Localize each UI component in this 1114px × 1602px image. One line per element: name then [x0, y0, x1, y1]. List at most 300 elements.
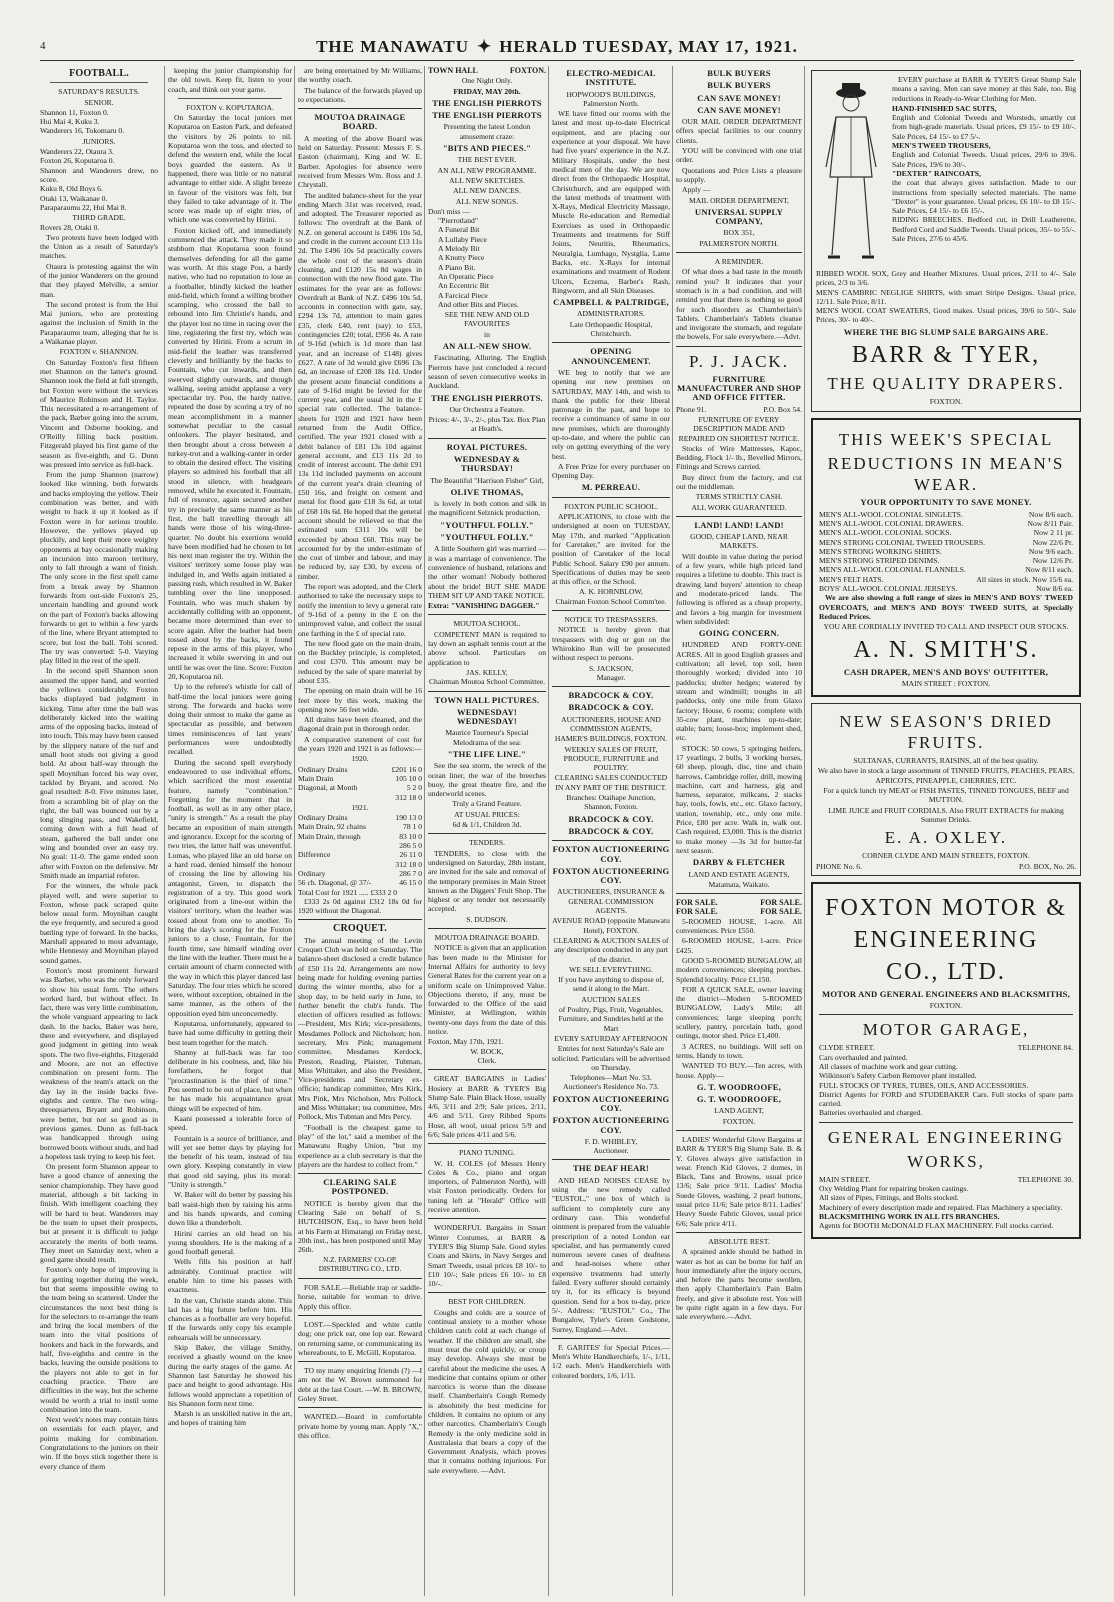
ad-line: in	[484, 329, 490, 339]
column-1	[40, 66, 161, 1596]
ad-signature: A. K. HORNBLOW,	[579, 587, 643, 597]
cost-row: 312 18 0	[395, 859, 422, 869]
divider	[428, 1292, 546, 1293]
divider	[298, 919, 422, 920]
ad-heading: NOTICE TO TRESPASSERS.	[564, 615, 658, 625]
ad-heading: FOXTON AUCTIONEERING COY.	[552, 1115, 670, 1135]
article-heading: MOUTOA DRAINAGE BOARD.	[314, 112, 406, 132]
ad-text: F. GARITES' for Special Prices.—Men's White Handkerchiefs, 1/-, 1/11, 1/2 each. Men's Handkerchiefs with coloured borders, 1/6, 1/11.	[552, 1342, 670, 1380]
ad-signature: S. DUDSON.	[466, 914, 508, 924]
article-paragraph: The audited balance-sheet for the year ending March 31st was received, read, and adopted. The Treasurer reported as follows: The overdraft at the Bank of N.Z. on general account is £496 10s 5d, and credit in the current account £13 11s 2d. The £496 10s 5d practically covers the whole cost of the season's drain cleaning, and £120 15s 8d wages in connection with the new flood gate. The estimates for the year are as follows: Overdraft at Bank of N.Z. £496 10s 5d, accounts in connection with gate, say, £294 13s 7d, attention to main gates £35, clerk £40, rent (say) to £53, contingencies £20; total, £956 4s. A rate of 9-16d (which is 1d more than last year, and an increase of £148) gives £627. A rate of 3d would give £696 13s 6d, an increase of £208 18s 11d. Under the present acute financial conditions a rate of 9-16d might be levied for the current year, and the usual 3d in the £ special rate collected. The balance-sheets for 1920 and 1921 have been returned from the Audit Office, certified. The year 1921 closed with a debit balance of £81 13s 10d against general account, and £13 11s 2d to credit of interest account. The debit £91 13s 11d included payments on account of the current year's drain cleaning of £50 16s, and freight on cement and metal for flood gate £18 3s 6d, at total of £68 10s 6d. He hoped that the general account should be relieved so that the estimated sum £311 10s will be exceeded by about £60. This may be accounted for by the under-estimate of the cost of timber and labour, and may be reduced by, say £30, by excess of timber.	[298, 190, 422, 581]
total-line: Total Cost for 1921 ..... £333 2 0	[298, 887, 398, 897]
ad-heading: "THE LIFE LINE."	[447, 749, 527, 759]
cost-row: Main Drain 105 10 0	[298, 773, 422, 783]
ad-heading: FURNITURE MANUFACTURER AND SHOP AND OFFICE FITTER.	[677, 373, 801, 403]
ad-brand: GENERAL ENGINEERING	[827, 1127, 1065, 1147]
ad-line: Wilkinson's Safety Carbon Remover plant installed.	[819, 1071, 977, 1081]
divider	[50, 82, 148, 83]
ad-signature: Auctioneer.	[593, 1146, 629, 1156]
price-row: MEN'S ALL-WOOL COLONIAL DRAWERS. Now 8/11 Pair.	[819, 518, 1073, 528]
ad-text: WE have fitted our rooms with the latest and most up-to-date Electrical equipment, and are placing our experience at your disposal. We have had five years' experience in the N.Z. Military Hospitals, under the best medical men of the day. We are now direct from the Orthopaedic Hospital, Christchurch, and are equipped with the latest methods of treatment with X-Rays, Medical Electricity Massage, Muscle Re-education and Remedial Exercises as used in Orthopaedic Treatments and treatments for Stiff Joints, Neuritis, Rheumatics, Neuralgia, Lumbago, Nystglia, Lame Backs, etc. X-Rays for internal examinations and treatment of Rodent Ulcers, Eczema, Barber's Rash, Ringworm, and all Skin Diseases.	[552, 109, 670, 295]
article-paragraph: On Saturday Foxton's first fifteen met Shannon on the latter's ground. Shannon took the field at full strength, but Foxton were without the services of Maurice Robinson and H. Taylor. This necessitated a re-arrangement of the pack, Barber going into the scrum, Vincent and Osborne hooking, and O'Reilly filling back position. Fitzgerald played his first game of the season as five-eighth, and G. Dunn was pressed into service as full-back.	[40, 357, 158, 469]
cost-row: Diagonal, at Month 5 2 0	[298, 783, 422, 793]
ad-line: Our Orchestra a Feature.	[449, 404, 525, 414]
ad-signature: Late Orthopaedic Hospital, Christchurch.	[569, 319, 653, 339]
ad-line: If you have anything to dispose of, send it along to the Mart.	[558, 975, 664, 994]
ad-line: District Agents for FORD and STUDEBAKER Cars. Full stocks of spare parts carried.	[819, 1089, 1073, 1109]
for-sale-row: FOR SALE. FOR SALE.	[676, 898, 802, 908]
ad-heading: G. T. WOODROOFE,	[696, 1094, 782, 1105]
ad-heading: P. J. JACK.	[689, 351, 789, 371]
ad-line: BLACKSMITHING WORK IN ALL ITS BRANCHES.	[819, 1211, 1000, 1221]
ad-text: LADIES' Wonderful Glove Bargains at BARR & TYER'S Big Slump Sale. B. & Y. Gloves always give satisfaction in wear. French Kid Gloves, 2 domes, in Black, Tans and Browns, usual price 13/6; Sale price 9/11. Ladies' Mocha Suede Gloves, washing, 2 pearl buttons, usual price 11/6; Sale price 8/11. Ladies' Heavy Suede Fabric Gloves, usual price 6/6; Sale price 4/11.	[676, 1134, 802, 1228]
ad-text: MEN'S CAMBRIC NEGLIGE SHIRTS, with smart Stripe Designs. Usual price, 12/11. Sale Price, 8/11.	[816, 287, 1076, 306]
contact-row: MAIN STREET. TELEPHONE 30.	[819, 1174, 1073, 1184]
article-paragraph: Two protests have been lodged with the Union as a result of Saturday's matches.	[40, 232, 158, 261]
foxton-motor-ad	[811, 882, 1081, 1239]
ad-line: HAMER'S BUILDINGS, FOXTON.	[554, 734, 668, 744]
article-paragraph: £333 2s 0d against £312 18s 0d for 1920 without the Diagonal.	[298, 896, 422, 916]
cost-row: Main Drain, 92 chains 78 1 0	[298, 822, 422, 832]
cost-row: Ordinary Drains 190 13 0	[298, 813, 422, 823]
ad-heading: MOTOR AND GENERAL ENGINEERS AND BLACKSMITHS,	[822, 988, 1070, 999]
listing: 6-ROOMED HOUSE, 1-acre. Price £425.	[676, 936, 802, 955]
article-paragraph: On present form Shannon appear to have a good chance of annexing the senior championship. They have good material, although a bit lacking in finish. With intelligent coaching they will be hard to beat. Wanderers may be the team to upset their prospects, but at present it is difficult to judge accurately the merits of both teams. They meet on Saturday next, when a good game should result.	[40, 1162, 158, 1265]
ad-brand: E. A. OXLEY.	[884, 828, 1008, 848]
ad-line: FOXTON.	[929, 397, 963, 407]
ad-line: FOXTON.	[722, 1116, 756, 1126]
contact-row: PHONE No. 6. P.O. BOX, No. 26.	[816, 861, 1076, 871]
ad-line: Branches: Otaihape Junction, Shannon, Foxton.	[566, 793, 656, 812]
ad-line: All classes of machine work and gear cutting.	[819, 1061, 958, 1071]
column-2	[164, 66, 295, 1596]
divider	[676, 1232, 802, 1233]
program-item: An Operatic Piece	[438, 271, 494, 281]
divider	[819, 1122, 1073, 1123]
ad-brand: A. N. SMITH'S.	[853, 636, 1039, 663]
divider	[676, 893, 802, 894]
result-line: Otaki 13, Waikanae 0.	[40, 193, 108, 203]
cost-row: Ordinary Drains £201 16 0	[298, 764, 422, 774]
article-paragraph: Next week's notes may contain hints on essentials for each player, and points making for combination. Congratulations to the juniors on their win. If the boys stick together there is every chance of them	[40, 1415, 158, 1471]
ad-heading: BRADCOCK & COY.	[568, 813, 654, 824]
article-paragraph: keeping the junior championship for the old town. Keep fit, listen to your coach, and think out your game.	[168, 66, 292, 94]
listing: 3 ACRES, no buildings. Will sell on terms. Handy to town.	[676, 1041, 802, 1060]
ad-text: MEN'S WOOL COAT SWEATERS, Good makes. Usual prices, 39/6 to 50/-. Sale Prices, 30/- to 40/-.	[816, 306, 1076, 325]
oxley-ad	[811, 703, 1081, 876]
ad-text: EVERY purchase at BARR & TYER'S Great Slump Sale means a saving. Men can save money at this Sale, too. Big reductions in Ready-to-Wear Clothing for Men.	[892, 75, 1076, 103]
ad-line: AT USUAL PRICES:	[454, 809, 520, 819]
divider	[298, 1315, 422, 1316]
program-item: And other Bits and Pieces.	[438, 299, 519, 309]
ad-heading: BULK BUYERS	[707, 68, 771, 78]
classified-ad: FOR SALE.—Reliable trap or saddle-horse, suitable for woman to drive. Apply this office.	[298, 1283, 422, 1311]
ad-text: COMPETENT MAN is required to lay down an asphalt tennis court at the above school. Particulars on application to	[428, 629, 546, 667]
ad-line: LIME JUICE and FRUIT CORDIALS. Also FRUIT EXTRACTS for making Summer Drinks.	[828, 805, 1064, 824]
ad-text: HUNDRED AND FORTY-ONE ACRES. All in good English grasses and cultivation; all level, top soil, been thoroughly worked; divided into 10 paddocks; shelter hedges; watered by stream and windmill; troughs in all paddocks, only one mile from Glaxo factory; House, 6 rooms; complete with 35-cow plant, machines up-to-date; stable; barn; loose-box; implement shed, etc.	[676, 640, 802, 743]
price-row: MEN'S STRONG WORKING SHIRTS. Now 9/6 each.	[819, 546, 1073, 556]
article-paragraph: The report was adopted, and the Clerk authorised to take the necessary steps to notify the intention to levy a general rate of 9-16d of a penny in the £ on the unimproved value, and collect the usual one farthing in the £ of special rate.	[298, 582, 422, 638]
ad-brand: MOTOR GARAGE,	[862, 1020, 1030, 1040]
result-line: Paraparaumu 22, Hui Mai 8.	[40, 202, 127, 212]
ad-text: Quotations and Price Lists a pleasure to supply.	[676, 165, 802, 184]
article-heading: CROQUET.	[333, 923, 387, 935]
ad-text: AND HEAD NOISES CEASE by using the new remedy called "EUSTOL," one box of which is sufficient to completely cure any ordinary case. This wonderful ointment is prepared from the valuable prescription of a noted London ear specialist, and has permanently cured numerous severe cases of deafness and head-noises where other expensive treatments had utterly failed. Every sufferer should certainly try it, for its efficacy is beyond question. Send for a box to-day, price 5/-. Address: "EUSTOL" Co., The Bungalow, Tyler's Green Godstone, Surrey, England.—Advt.	[552, 1175, 670, 1334]
ad-line: FRIDAY, MAY 20th.	[453, 86, 521, 96]
ad-line: WEEKLY SALES OF FRUIT, PRODUCE, FURNITURE and POULTRY.	[563, 744, 659, 773]
subheading: SATURDAY'S RESULTS.	[58, 87, 140, 97]
ad-heading: BRADCOCK & COY.	[568, 702, 654, 713]
ad-text: Apply —	[682, 185, 711, 195]
ad-line: YOU ARE CORDIALLY INVITED TO CALL AND INSPECT OUR STOCKS.	[823, 622, 1069, 632]
ad-line: of Poultry, Pigs, Fruit, Vegetables, Furniture, and Sundries held at the Mart	[558, 1005, 664, 1033]
ad-line: CORNER CLYDE AND MAIN STREETS, FOXTON.	[862, 851, 1030, 861]
ad-line: SEE THE NEW AND OLD FAVOURITES	[444, 310, 530, 329]
ad-heading: GOING CONCERN.	[698, 628, 780, 639]
barr-tyer-ad	[811, 70, 1081, 412]
listing: WANTED TO BUY.—Ten acres, with house. Apply—	[676, 1061, 802, 1080]
ad-heading: FOXTON AUCTIONEERING COY.	[552, 844, 670, 864]
ad-heading: "BITS AND PIECES."	[442, 143, 532, 154]
listing: FOR A QUICK SALE, owner leaving the district—Modern 5-ROOMED BUNGALOW, Lady's Mile; all conveniences; large sleeping porch; scullery, pantry, porcelain bath, good outings, motor shed. Price £1,400.	[676, 984, 802, 1041]
masthead	[40, 34, 1074, 61]
result-line: Hui Mai 4, Kuku 3.	[40, 117, 100, 127]
article-paragraph: Skip Baker, the village Smithy, received a ghastly wound on the knee during the early stages of the game. At Shannon last Saturday he showed his pace and height to good advantage. His fellows would appreciate a repetition of his Shannon form next time.	[168, 1343, 292, 1408]
ad-line: ALL WORK GUARANTEED.	[691, 502, 787, 512]
ad-brand: NEW SEASON'S DRIED FRUITS.	[839, 712, 1053, 753]
column-5	[548, 66, 673, 1596]
program-item: "Pierrotland"	[438, 216, 478, 226]
ad-text: WE beg to notify that we are opening our new premises on SATURDAY, MAY 14th, and wish to thank the public for their liberal patronage in the past, and hope to receive a continuance of same in our new premises, which are thoroughly up-to-date, and where the public can rely on getting everything of the very best.	[552, 367, 670, 461]
ad-signature: JAS. KELLY,	[466, 667, 508, 677]
article-paragraph: From the jump Shannon (narrow) looked like winning, both forwards and backs employing the yellow. Their combination was better, and with weight to back it up it looked as if Foxton were in for serious trouble. However, the yellows played up pluckily, and kept their more weighty opponents at bay occasionally making an incursion into maroon territory, only to fall through a want of finish. The only score in the first spell came from a break away by Shannon forwards from out-side Foxton's 25, uncertain handling and ground work on the part of Foxton's backs allowing forwards to get to within a few yards of the line, where Bryant attempted to score, but lost the ball. Tobi scored. The try was converted: 5-0. Varying play filled in the rest of the spell.	[40, 470, 158, 666]
ad-line: THE BEST EVER.	[457, 155, 517, 165]
ad-line: 6d & 1/1, Children 3d.	[452, 820, 522, 830]
ad-heading: "DEXTER" RAINCOATS,	[892, 168, 981, 178]
cost-row: 56 ch. Diagonal, @ 37/- 46 15 0	[298, 878, 422, 888]
subheading: FOXTON v. KOPUTAROA.	[186, 102, 274, 112]
article-paragraph: Foxton's only hope of improving is for getting together during the week, but that seems impossible owing to the team being so scattered. Under the circumstances the next best thing is for the selectors to re-arrange the team and bring the local members of the team into the vital positions of hookers and back in the forwards, and half, five-eighths and centre in the backs, leaving the outside positions to the players not able to get in for coaching practice. There are difficulties in the way, but the scheme would be worth a trial to instil some combination into the team.	[40, 1265, 158, 1414]
ad-line: Extra: "VANISHING DAGGER."	[428, 601, 540, 611]
article-paragraph: In the second spell Shannon soon assumed the upper hand, and worried the yellows considerably. Foxton backs displayed bad judgment in kicking. Time after time the ball was deliberately kicked into the waiting arms of the opposing backs, instead of into touch. This may have been caused by the slippery nature of the turf and small boot studs not giving a good hold. At about half-way through the spell Moynihan forced his way over, tackled by Bryant, and scored. No goal resulted: 8-0. Five minutes later, from a scrambling bit of play on the right, the ball was bounced out by a long slinging pass, and Wakefield, coming down with a full head of steam, gathered the ball under one wing and bounded over an easy try. No goal: 11-0. The game ended soon after with Foxton on the defensive. Mr Smith made an impartial referee.	[40, 666, 158, 880]
ad-heading: THE ENGLISH PIERROTS	[432, 97, 542, 108]
divider	[552, 1159, 670, 1160]
program-item: An Eccentric Bit	[438, 281, 490, 291]
contact-row: CLYDE STREET. TELEPHONE 84.	[819, 1043, 1073, 1053]
ad-line: Presenting the latest London amusement craze:	[443, 122, 531, 141]
ad-signature: Chairman Moutoa School Committee.	[428, 677, 545, 687]
cost-row: Ordinary 286 7 0	[298, 868, 422, 878]
ad-signature: S. JACKSON,	[588, 663, 634, 673]
article-paragraph: The balance of the forwards played up to expectations.	[298, 85, 422, 104]
ad-text: Stocks of Wire Mattresses, Kapoc, Bedding, Flock 1/- lb., Bevelled Mirrors, Fittings and Screws carried.	[676, 443, 802, 472]
ad-brand: WORKS,	[907, 1151, 985, 1171]
article-paragraph: A meeting of the above Board was held on Saturday. Present: Messrs F. S. Easton (chairman), King and W. E. Barber. Apologies for absence were received from Messrs Wm. Ross and J. Chrystall.	[298, 133, 422, 190]
divider	[676, 252, 802, 253]
ad-text: WONDERFUL Bargains in Smart Winter Costumes, at BARR & TYER'S Big Slump Sale. Good styles Coats and Skirts, in Navy Serges and Smart Tweeds, usual prices £8 10/- to £10 10/-; Sale prices £6 10/- to £8 10/-.	[428, 1223, 546, 1289]
ad-line: One Night Only.	[461, 76, 513, 86]
divider	[428, 438, 546, 439]
ad-heading: ABSOLUTE REST.	[708, 1236, 770, 1246]
ad-heading: AN ALL-NEW SHOW.	[442, 341, 532, 352]
ad-line: AUCTIONEERS, HOUSE AND COMMISSION AGENTS,	[561, 714, 661, 733]
ad-line: Agents for BOOTH McDONALD FLAX MACHINERY. Full stocks carried.	[819, 1221, 1054, 1231]
article-paragraph: W. Baker will do better by passing his ball waist-high then by raising his arms and his hands upwards, and coming down like a thunderbolt.	[168, 1190, 292, 1228]
column-7	[804, 66, 1081, 1596]
masthead-ornament: ✦	[476, 37, 492, 57]
ad-signature: N.Z. FARMERS' CO-OP. DISTRIBUTING CO., LTD.	[318, 1255, 402, 1273]
ad-heading: TOWN HALL PICTURES.	[434, 694, 540, 705]
divider	[428, 1069, 546, 1070]
article-paragraph: The new flood gate on the main drain, on the Buckley principle, is completed, and cost £370. This amount may be reduced by the sale of spare material by about £35.	[298, 638, 422, 685]
ad-text: Buy direct from the factory, and cut out the middleman.	[676, 472, 802, 491]
ad-signature: F. D. WHIBLEY,	[584, 1136, 638, 1146]
divider	[676, 1130, 802, 1131]
divider	[552, 686, 670, 687]
ad-line: GOOD, CHEAP LAND, NEAR MARKETS.	[690, 532, 788, 551]
ad-brand: BARR & TYER,	[851, 342, 1041, 369]
result-line: Foxton 26, Koputaroa 0.	[40, 156, 115, 166]
ad-signature: CAMPBELL & PALTRIDGE,	[553, 297, 669, 308]
ad-line: AUCTIONEERS, INSURANCE & GENERAL COMMISSION AGENTS.	[557, 887, 665, 916]
result-line: Wanderers 16, Tokomaru 0.	[40, 126, 125, 136]
ad-line: Oxy Welding Plant for repairing broken castings.	[819, 1184, 969, 1194]
article-paragraph: are being entertained by Mr Williams, the worthy coach.	[298, 66, 422, 85]
ad-line: FOXTON.	[929, 1001, 963, 1011]
column-4	[424, 66, 549, 1596]
result-line: Rovers 28, Otaki 0.	[40, 223, 100, 233]
ad-line: MAIL ORDER DEPARTMENT,	[689, 195, 789, 205]
ad-heading: "YOUTHFUL FOLLY."	[440, 519, 534, 530]
price-row: MEN'S ALL-WOOL COLONIAL SOCKS. Now 2 11 pr.	[819, 528, 1073, 538]
ad-heading: CAN SAVE MONEY!	[697, 92, 781, 103]
result-line: Shannon 11, Foxton 0.	[40, 107, 109, 117]
ad-text: We are also showing a full range of sizes in MEN'S AND BOYS' TWEED OVERCOATS, and MEN'S AND BOYS' TWEED SUITS, at Specially Reduced Prices.	[819, 593, 1073, 621]
table-year: 1920.	[351, 754, 369, 764]
ad-heading: TENDERS.	[468, 838, 506, 848]
ad-heading: BEST FOR CHILDREN.	[448, 1297, 526, 1307]
program-item: A Lullaby Piece	[438, 234, 487, 244]
ad-line: SULTANAS, CURRANTS, RAISINS, all of the best quality.	[853, 756, 1039, 766]
ad-heading: BULK BUYERS	[707, 80, 771, 91]
ad-line: CLEARING SALES CONDUCTED IN ANY PART OF THE DISTRICT.	[554, 773, 668, 792]
ad-heading: FOXTON AUCTIONEERING COY.	[552, 1093, 670, 1113]
program-item: A Knutty Piece	[438, 253, 485, 263]
program-item: A Melody Bit	[438, 244, 480, 254]
ad-line: LAND AND ESTATE AGENTS,	[688, 869, 790, 879]
divider	[428, 614, 546, 615]
divider	[676, 516, 802, 517]
grade-label: SENIOR.	[84, 97, 114, 107]
ad-heading: A REMINDER.	[714, 257, 764, 267]
ad-heading: WEDNESDAY! WEDNESDAY!	[457, 706, 517, 727]
ad-heading: MOUTOA DRAINAGE BOARD.	[434, 933, 540, 943]
listing: 5-ROOMED HOUSE, 1-acre. All conveniences. Price £550.	[676, 916, 802, 936]
ad-brand: FOXTON MOTOR &	[825, 894, 1067, 921]
ad-line: Telephones—Mart No. 53. Auctioneer's Residence No. 73.	[563, 1073, 659, 1092]
subheading: FOXTON v. SHANNON.	[59, 347, 139, 357]
result-line: Shannon and Wanderers drew, no score.	[40, 165, 158, 184]
article-paragraph: Hirini carries an old head on his young shoulders. He is the making of a good football general.	[168, 1228, 292, 1257]
price-row: MEN'S STRONG STRIPED DENIMS. Now 12/6 Pr.	[819, 556, 1073, 566]
ad-heading: YOUR OPPORTUNITY TO SAVE MONEY.	[860, 497, 1032, 508]
ad-text: NOTICE is hereby given that the Clearing Sale on behalf of S. HUTCHISON, Esq., to have been held at his Farm at Himatangi on Friday next, 20th inst., has been postponed until May 26th.	[298, 1198, 422, 1255]
ad-line: BOX 351,	[723, 228, 755, 238]
article-paragraph: The annual meeting of the Levin Croquet Club was held on Saturday. The balance-sheet disclosed a credit balance of £50 11s 2d. Arrangements are now being made for holding evening parties during the winter months, also for a shop day, to be held early in June, to further benefit the club's funds. The election of officers resulted as follows:—President, Mrs Kirk; vice-presidents, Mesdames Pollock and Nicholson; hon. secretary, Mrs Pink; management committee, Mesdames Kerdock, Preston, Reading, Plaister, Tubman, Miss Whittaker, and also the President, Vice-presidents and Secretary ex-officio; handicap committee, Mrs Kirk, Mrs Pink, Mrs Nicholson, Mrs Pollock and Miss Whittaker; tea committee, Mrs Pollock, Mrs Tubman and Mrs Percy.	[298, 935, 422, 1122]
ad-heading: UNIVERSAL SUPPLY COMPANY,	[694, 206, 784, 227]
ad-text: STOCK: 50 cows, 5 springing heifers, 17 yearlings, 2 bulls, 3 working horses, 60 sheep, plough, disc, tine and chain harrows, Cambridge roller, drill, mowing machine, cart and harness, gig and harness, separator, milkcans, 2 stacks hay, tools, fowls, etc., etc. Glaxo factory, station, township, etc., only one mile. Price, £80 per acre. Walk in, walk out. Cash required, £3,000. This is the district to make money —3s 3d for butter-fat next season.	[676, 743, 802, 855]
ad-text: NOTICE is hereby given that trespassers with dog or gun on the Whirokino Run will be prosecuted without respect to persons.	[552, 625, 670, 663]
article-paragraph: All drains have been cleaned, and the diagonal drain put in thorough order.	[298, 715, 422, 734]
ad-text: the coat that always gives satisfaction. Made to our instructions from specially selected materials. The name "Dexter" is your guarantee. Usual prices, £6 10/- to £8 15/-. Sale Prices, £4 15/- to £6 15/-.	[892, 178, 1076, 216]
ad-line: Don't miss —	[428, 206, 470, 216]
article-paragraph: The opening on main drain will be 16 feet more by this work, making the opening now 56 feet wide.	[298, 686, 422, 714]
masthead-date: HERALD TUESDAY, MAY 17, 1921.	[499, 37, 798, 56]
ad-heading: CASH DRAPER, MEN'S AND BOYS' OUTFITTER,	[843, 666, 1049, 677]
price-row: BOYS' ALL-WOOL COLONIAL JERSEYS. Now 8/6 ea.	[819, 584, 1073, 594]
ad-signature: Chairman Foxton School Comm'tee.	[555, 596, 667, 606]
ad-line: We also have in stock a large assortment of TINNED FRUITS, PEACHES, PEARS, APRICOTS, PINEAPPLE, CHERRIES, ETC.	[817, 766, 1075, 785]
article-paragraph: Foxton kicked off, and immediately commenced the attack. They made it so stubborn that Koputaroa soon found themselves defending for all the game was worth. At this stage Pou, a hardy native, who had no reputation to lose as a footballer, blindly kicked the leather mid-field, which found a willing brother scamping, who crossed the ball to rebound into Jim Christie's hands, and the player lost no time in racing over the line, registering the first try, which was converted by Hirini. From a scrum in mid-field the leather was transferred cleverly and brilliantly by the backs to Fountain, who cut inwards, and then swerved slightly outwards, and though walking, seeing amidst applause a very spectacular try. Pou, the hardy native, repeated the dose by scoring a try of no mean accomplishment in a manner somewhat peculiar to the casual onlookers. The player hesitated, and then brought about a cross between a turkey-trot and a walking-canter in order to obtain the desired effect. The visiting players so admired his football that all stood in silence, with headgears removed, while he executed it. Fountain, full of resource, again secured another try in precisely the same manner as his first, the ball travelling through all hands were those of his wing-three-quarter. No doubt his exertions would have been modified had he chosen to let his next man register the try. Within the visitors' territory some loose play was indulged in, and Wells again initiated a passing rush, which resulted in W. Baker tumbling over the line unopposed. Fountain, who was much shaken by accidentally colliding with an opponent, became more determined than ever to score again. After the leather had been tossed about by the backs, it found repose in the arms of this player, who increased it while swerving in and out until he was over the line. Score: Foxton 20, Koputaroa nil.	[168, 225, 293, 681]
ad-heading: "YOUTHFUL FOLLY."	[440, 532, 534, 543]
grade-label: JUNIORS.	[82, 136, 116, 146]
price-row: MEN'S FELT HATS. All sizes in stock. Now 15/6 ea.	[819, 574, 1073, 584]
ad-text: RIBBED WOOL SOX, Grey and Heather Mixtures. Usual prices, 2/11 to 4/-. Sale prices, 2/3 to 3/6.	[816, 269, 1076, 288]
ad-text: GREAT BARGAINS in Ladies' Hosiery at BARR & TYER'S Big Slump Sale. Plain Black Hose, usually 4/6, 3/11 and 2/9; Sale prices, 2/11, 4/6 and 5/11. Grey Ribbed Sports Hose, all wool, usual prices 5/9 and 6/6; Sale prices 4/11 and 5/6.	[428, 1074, 546, 1139]
ad-heading: THE DEAF HEAR!	[572, 1163, 649, 1174]
ad-text: OUR MAIL ORDER DEPARTMENT offers special facilities to our country clients.	[676, 117, 802, 145]
divider	[552, 497, 670, 498]
ad-line: FURNITURE OF EVERY DESCRIPTION MADE AND REPAIRED ON SHORTEST NOTICE.	[678, 414, 800, 443]
ad-text: Coughs and colds are a source of continual anxiety to a mother whose children catch cold at each change of weather. If the children are small, she must treat the cold quickly, or croup may develop. Always she must be careful about the medicine she uses. A medicine that contains opium or other narcotics is worse than the disease itself. Chamberlain's Cough Remedy is absolutely the best medicine for children. It contains no opium or any other narcotics. Chamberlain's Cough Remedy is the only medicine sold in Australasia that bears a copy of the Government Analysis, which proves that it contains nothing injurious. For sale everywhere. —Advt.	[428, 1307, 546, 1475]
ad-line: CLEARING & AUCTION SALES of any description conducted in any part of the district.	[553, 935, 669, 964]
ad-line: The Beautiful "Harrison Fisher" Girl,	[430, 475, 544, 485]
ad-text: APPLICATIONS, to close with the undersigned at noon on TUESDAY, May 17th, and marked "Application for Caretaker," are invited for the position of Caretaker of the local Public School. Salary £90 per annum. Specifications of duties may be seen at this office, or the School.	[552, 512, 670, 587]
article-paragraph: For the winners, the whole pack played well, and were superior to Foxton, whose pack scraped quite below usual form. Moynihan caught the eye frequently, and secured a good battling type of forward. In the backs, Marshall appeared to most advantage, while Hennessy and Moynihan played sound games.	[40, 881, 158, 965]
divider	[552, 610, 670, 611]
ad-brand: THE QUALITY DRAPERS.	[827, 374, 1065, 394]
ad-line: ALL NEW DANCES.	[453, 186, 521, 196]
football-heading: FOOTBALL.	[69, 68, 129, 79]
article-paragraph: In the van, Christie stands alone. This lad has a big future before him. His chances as a footballer are very hopeful. If the forwards only copy his example rehearsals will be unnecessary.	[168, 1295, 292, 1342]
cost-row: 286 5 0	[399, 841, 422, 851]
divider	[298, 108, 422, 109]
ad-heading: CAN SAVE MONEY!	[697, 104, 781, 115]
cost-row: Main Drain, through 83 10 0	[298, 831, 422, 841]
ad-line: ALL NEW SONGS.	[455, 196, 519, 206]
ad-line: Foxton, May 17th, 1921.	[428, 1037, 504, 1047]
ad-heading: ELECTRO-MEDICAL INSTITUTE.	[566, 68, 656, 88]
ad-text: RIDING BREECHES. Bedford cut, in Drill Leatherette, Bedford Cord and Saddle Tweeds. Usual prices, 35/- to 55/-. Sale Prices, 27/6 to 45/6.	[892, 215, 1076, 244]
ad-heading: THE ENGLISH PIERROTS.	[431, 392, 543, 403]
grade-label: THIRD GRADE.	[72, 213, 126, 223]
ad-heading: G. T. WOODROOFE,	[696, 1081, 782, 1092]
ad-signature: ADMINISTRATORS.	[576, 309, 645, 319]
ad-heading: MEN'S TWEED TROUSERS,	[892, 141, 991, 151]
ad-line: AVENUE ROAD (opposite Manawatu Hotel), FOXTON.	[552, 916, 670, 935]
ad-heading: MOUTOA SCHOOL.	[453, 619, 521, 629]
divider	[178, 98, 282, 99]
ad-line: TERMS STRICTLY CASH.	[695, 492, 783, 502]
divider	[819, 1014, 1073, 1015]
ad-brand: REDUCTIONS IN MEAN'S WEAR.	[827, 454, 1065, 495]
article-paragraph: Otaura is protesting against the win of the junior Wanderers on the ground that they played Melville, a senior man.	[40, 261, 158, 299]
classified-ad: WANTED.—Board in comfortable private home by young man. Apply "X," this office.	[298, 1412, 422, 1440]
ad-heading: BRADCOCK & COY.	[568, 690, 654, 701]
program-item: A Funeral Bit	[438, 225, 480, 235]
table-year: 1921.	[351, 802, 369, 812]
listing: GOOD 5-ROOMED BUNGALOW, all modern conveniences; sleeping porches. Splendid locality. Price £1,150.	[676, 955, 802, 984]
divider	[428, 1143, 546, 1144]
divider	[428, 691, 546, 692]
ad-line: ALL NEW SKETCHES.	[449, 175, 525, 185]
ad-heading: LAND! LAND! LAND!	[694, 519, 784, 530]
ad-heading: PIANO TUNING.	[459, 1148, 515, 1158]
ad-text: YOU will be convinced with one trial order.	[676, 146, 802, 165]
ad-line: Machinery of every description made and repaired. Flax Machinery a speciality.	[819, 1202, 1063, 1212]
ad-line: All sizes of Pipes, Fittings, and Bolts stocked.	[819, 1193, 959, 1203]
column-3	[294, 66, 425, 1596]
ad-signature: Manager.	[596, 672, 626, 682]
divider	[428, 928, 546, 929]
ad-text: See the sea storm, the wreck of the ocean liner, the war of the breeches buoy, the great theatre fire, and the underworld scenes.	[428, 761, 546, 799]
program-item: A Farcical Piece	[438, 290, 488, 300]
divider	[552, 342, 670, 343]
ad-heading: BRADCOCK & COY.	[568, 825, 654, 836]
man-in-suit-illustration	[816, 77, 886, 267]
ad-brand: THIS WEEK'S SPECIAL	[838, 430, 1054, 450]
cost-row: Difference 26 11 0	[298, 850, 422, 860]
classified-ad: LOST.—Speckled and white cattle dog; one prick ear, one lop ear. Reward on returning same, or communicating its whereabouts, to E. McGill, Koputaroa.	[298, 1320, 422, 1357]
ad-text: Of what does a bad taste in the mouth remind you? It indicates that your stomach is in a bad condition, and will remind you that there is nothing so good for such disorders as Chamberlain's Tablets. Chamberlain's Tablets cleanse and invigorate the stomach, and regulate the bowels. For sale everywhere.—Advt.	[676, 267, 802, 342]
ad-signature: W. BOCK,	[470, 1046, 504, 1056]
divider	[298, 1361, 422, 1362]
ad-line: Cars overhauled and painted.	[819, 1052, 908, 1062]
ad-heading: FOXTON AUCTIONEERING COY.	[552, 865, 670, 886]
ad-heading: OPENING ANNOUNCEMENT.	[571, 346, 651, 366]
article-paragraph: Foxton's most prominent forward was Barber, who was the only forward to show his usual form. The others worked hard, but without effect. In fact, there was very little combination, the whole vanguard appearing to lack dash. In the backs, Baker was here, there and everywhere, and displayed good judgment in getting into weak spots. The two five-eighths, Fitzgerald and Moore, are not an effective combination on present form. The weakness of the team's attack on the day lay in the inside backs five-eighths and centre. The two wing-threequarters, Bryant and Robinson, were better, but not so good as in previous games. Dunn as full-back was handicapped through using borrowed boots without studs, and had a hopeless task trying to keep his feet.	[40, 965, 158, 1161]
ad-heading: WEDNESDAY & THURSDAY!	[453, 453, 521, 474]
ad-text: A sprained ankle should be bathed in water as hot as can be borne for half an hour immediately after the injury occurs, and before the parts become swollen, then apply Chamberlain's Pain Balm freely, and give it absolute rest. You will be quite right again in a few days. For sale everywhere.—Advt.	[676, 1247, 802, 1322]
masthead-title: THE MANAWATU	[316, 37, 469, 56]
article-paragraph: Up to the referee's whistle for call of half-time the local juniors were going strong. The forwards and backs were doing their utmost to make the game as spectacular as possible, and between times reminiscences of last years' performances were undoubtedly recalled.	[168, 682, 292, 757]
result-line: Wanderers 22, Otaura 3.	[40, 147, 114, 157]
ad-line: Entries for next Saturday's Sale are solicited. Particulars will be advertised on Thursday.	[552, 1044, 670, 1072]
article-paragraph: "Football is the cheapest game to play" of the lot," said a member of the Manawatu Rugby Union, "but my experience as a club secretary is that the players are the hardest to collect from."	[298, 1122, 422, 1169]
divider	[552, 840, 670, 841]
divider	[298, 1407, 422, 1408]
divider	[428, 1218, 546, 1219]
ad-line: MAIN STREET : FOXTON.	[901, 678, 991, 688]
article-paragraph: Shanny at full-back was far too deliberate in his coolness, and, like his forefathers, he forgot that "procrastination is the thief of time." Pou seemed to be out of place, but when he has made his acquaintance great things will be expected of him.	[168, 1047, 292, 1113]
ad-line: AN ALL NEW PROGRAMME.	[437, 165, 537, 175]
ad-signature: M. PERREAU.	[581, 482, 641, 493]
ad-heading: THE ENGLISH PIERROTS	[432, 110, 542, 121]
ad-heading: WHERE THE BIG SLUMP SALE BARGAINS ARE.	[843, 326, 1049, 337]
ad-line: LAND AGENT,	[714, 1106, 764, 1116]
smith-ad	[811, 418, 1081, 697]
article-paragraph: Wells fills his position at half admirably. Continual practice will enable him to time his passes with exactness.	[168, 1257, 292, 1295]
ad-text: English and Colonial Tweeds. Usual prices, 29/6 to 39/6. Sale Prices, 19/6 to 30/-.	[892, 150, 1076, 169]
article-paragraph: On Saturday the local juniors met Koputaroa on Easton Park, and defeated the visitors by 26 points to nil. Koputaroa won the toss, and elected to defend the western end, while the local boys guarded the eastern. As it happened, there was little or no natural advantage to either side. A slight breeze in favour of the visitors was felt, but they failed to take advantage of it. The score was made up of eight tries, of which one was converted by Hirini.	[168, 113, 292, 225]
page-number: 4	[40, 40, 47, 52]
article-paragraph: Fountain is a source of brilliance, and will yet see better days by playing for the benefit of his team, instead of his own glory. Keeping constantly in view that good old saying, plus its moral: "Unity is strength."	[168, 1133, 292, 1190]
contact-row: Phone 91. P.O. Box 54.	[676, 404, 802, 414]
price-row: MEN'S STRONG COLONIAL TWEED TROUSERS. Now 22/6 Pr.	[819, 537, 1073, 547]
ad-line: FULL STOCKS OF TYRES, TUBES, OILS, AND ACCESSORIES.	[819, 1080, 1029, 1090]
ad-line: Batteries overhauled and charged.	[819, 1108, 923, 1118]
ad-heading: HAND-FINISHED SAC SUITS,	[892, 103, 997, 113]
